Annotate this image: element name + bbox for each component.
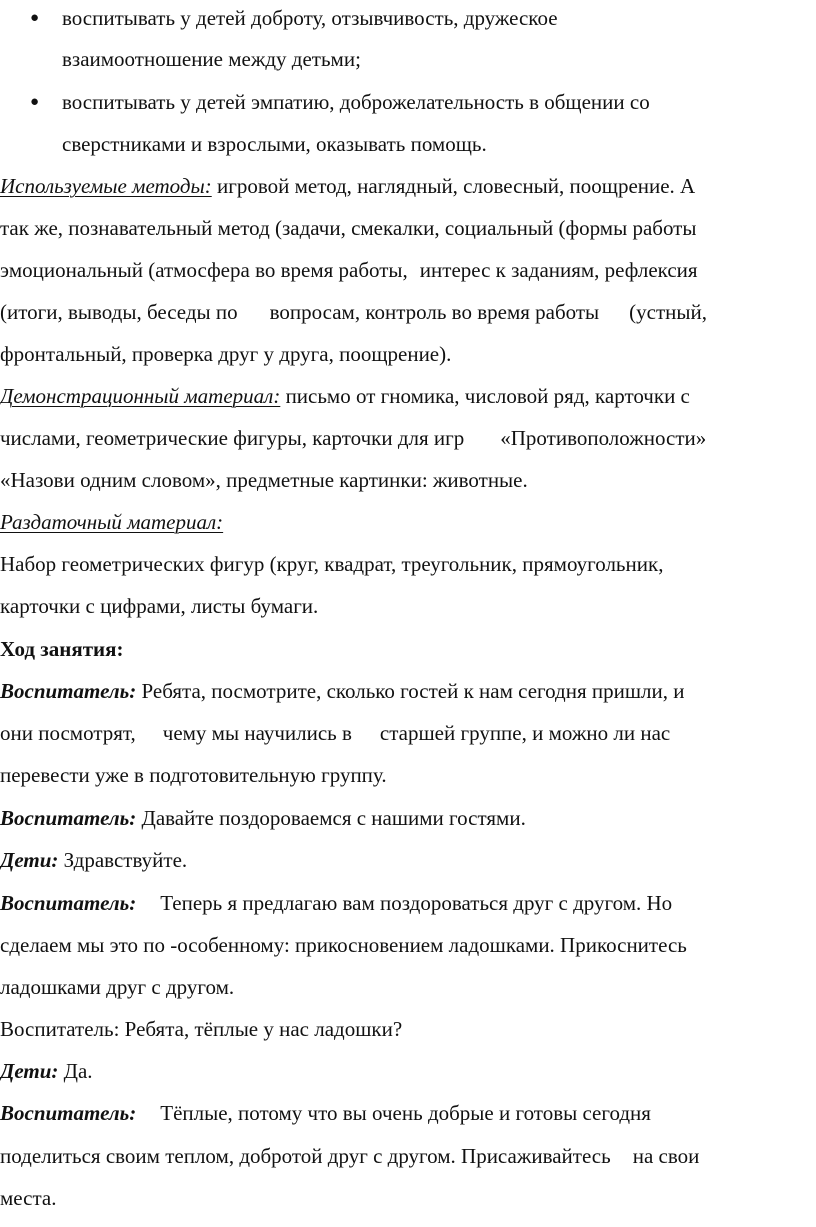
dialogue-text: Ребята, посмотрите, сколько гостей к нам сегодня пришли, и — [136, 679, 685, 703]
dialogue-1-line-2-part-a: они посмотрят, — [0, 721, 136, 745]
dialogue-7-line-2 — [0, 1146, 699, 1167]
demo-label: Демонстрационный материал: — [0, 384, 281, 408]
dialogue-1-line-1 — [0, 681, 684, 702]
dialogue-5: Воспитатель: Ребята, тёплые у нас ладошки? — [0, 1017, 403, 1041]
handout-label: Раздаточный материал: — [0, 510, 224, 534]
bullet-1-line-2: взаимоотношение между детьми; — [62, 47, 361, 71]
methods-line-3-part-a: эмоциональный (атмосфера во время работы, — [0, 258, 408, 282]
dialogue-4-line-1 — [0, 893, 672, 914]
dialogue-1-line-2-part-b: чему мы научились в — [162, 721, 352, 745]
bullet-2-line-2: сверстниками и взрослыми, оказывать помощь. — [62, 132, 487, 156]
speaker-teacher: Воспитатель: — [0, 891, 137, 915]
demo-line-1 — [0, 386, 690, 407]
dialogue-text: Да. — [58, 1059, 93, 1083]
bullet-2-line-1: воспитывать у детей эмпатию, доброжелательность в общении со — [62, 90, 650, 114]
handout-line-2: карточки с цифрами, листы бумаги. — [0, 594, 319, 618]
lesson-heading: Ход занятия: — [0, 637, 124, 661]
dialogue-text: Теперь я предлагаю вам поздороваться друг с другом. Но — [160, 891, 673, 915]
bullet-icon: ● — [30, 94, 40, 110]
dialogue-7-line-2-part-a: поделиться своим теплом, добротой друг с другом. Присаживайтесь — [0, 1144, 611, 1168]
methods-label: Используемые методы: — [0, 174, 212, 198]
methods-line-3 — [0, 260, 698, 281]
bullet-1-line-1: воспитывать у детей доброту, отзывчивость, дружеское — [62, 6, 558, 30]
dialogue-text: Здравствуйте. — [58, 848, 188, 872]
dialogue-1-line-2-part-c: старшей группе, и можно ли нас — [379, 721, 671, 745]
demo-line-2 — [0, 428, 706, 449]
dialogue-4-line-2: сделаем мы это по -особенному: прикосновением ладошками. Прикоснитесь — [0, 933, 687, 957]
dialogue-4-line-3: ладошками друг с другом. — [0, 975, 235, 999]
speaker-teacher: Воспитатель: — [0, 679, 137, 703]
handout-line-1: Набор геометрических фигур (круг, квадрат, треугольник, прямоугольник, — [0, 552, 664, 576]
dialogue-7-line-2-part-b: на свои — [632, 1144, 700, 1168]
dialogue-1-line-2 — [0, 723, 670, 744]
speaker-teacher: Воспитатель: — [0, 1101, 137, 1125]
demo-line-3: «Назови одним словом», предметные картинки: животные. — [0, 468, 528, 492]
handout-line-label — [0, 512, 223, 533]
dialogue-3 — [0, 850, 187, 871]
methods-text: игровой метод, наглядный, словесный, поощрение. А — [211, 174, 696, 198]
speaker-children: Дети: — [0, 848, 59, 872]
dialogue-6 — [0, 1061, 93, 1082]
dialogue-1-line-3: перевести уже в подготовительную группу. — [0, 763, 387, 787]
methods-line-4-part-a: (итоги, выводы, беседы по — [0, 300, 238, 324]
methods-line-1 — [0, 176, 695, 197]
dialogue-7-line-3: места. — [0, 1186, 57, 1210]
methods-line-4 — [0, 302, 707, 323]
methods-line-4-part-b: вопросам, контроль во время работы — [269, 300, 600, 324]
methods-line-4-part-c: (устный, — [629, 300, 707, 324]
dialogue-2 — [0, 808, 526, 829]
demo-line-2-part-a: числами, геометрические фигуры, карточки для игр — [0, 426, 465, 450]
bullet-icon: ● — [30, 10, 40, 26]
speaker-children: Дети: — [0, 1059, 59, 1083]
dialogue-7-line-1 — [0, 1103, 651, 1124]
dialogue-text: Давайте поздороваемся с нашими гостями. — [136, 806, 526, 830]
demo-line-2-part-b: «Противоположности» — [500, 426, 707, 450]
demo-text: письмо от гномика, числовой ряд, карточки с — [280, 384, 690, 408]
methods-line-5: фронтальный, проверка друг у друга, поощрение). — [0, 342, 452, 366]
methods-line-2: так же, познавательный метод (задачи, смекалки, социальный (формы работы — [0, 216, 697, 240]
dialogue-text: Тёплые, потому что вы очень добрые и готовы сегодня — [160, 1101, 651, 1125]
speaker-teacher: Воспитатель: — [0, 806, 137, 830]
methods-line-3-part-b: интерес к заданиям, рефлексия — [419, 258, 698, 282]
